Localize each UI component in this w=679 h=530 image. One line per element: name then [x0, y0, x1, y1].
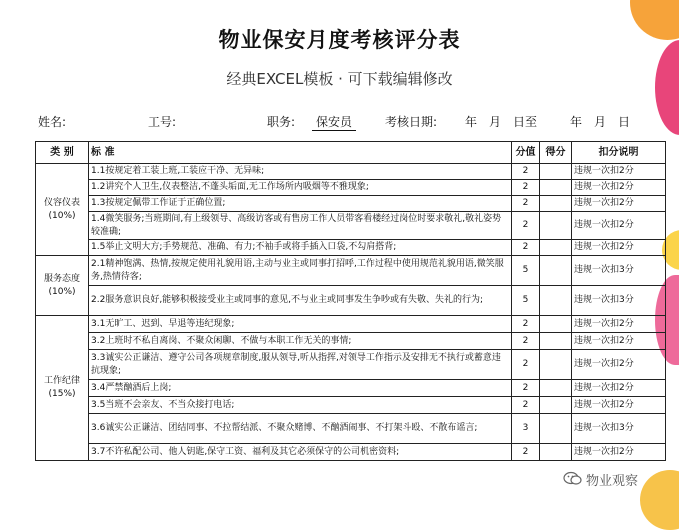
got-cell[interactable] [540, 240, 572, 256]
deduct-cell: 违规一次扣3分 [572, 286, 666, 316]
wechat-icon [563, 471, 583, 486]
got-cell[interactable] [540, 256, 572, 286]
standard-cell: 3.4严禁酗酒后上岗; [89, 380, 512, 397]
category-cell [36, 164, 89, 256]
header-standard: 标 准 [89, 142, 512, 164]
table-header-row [36, 142, 666, 164]
standard-cell: 1.5举止文明大方;手势规范、准确、有力;不袖手或将手插入口袋,不勾肩搭背; [89, 240, 512, 256]
standard-cell: 2.2服务意识良好,能够积极接受业主或同事的意见,不与业主或同事发生争吵或有失敬、失礼的行为; [89, 286, 512, 316]
category-name: 服务态度 [43, 273, 80, 284]
standard-cell: 3.1无旷工、迟到、早退等违纪现象; [89, 316, 512, 333]
deduct-cell: 违规一次扣2分 [572, 316, 666, 333]
got-cell[interactable] [540, 212, 572, 240]
got-cell[interactable] [540, 350, 572, 380]
category-name: 工作纪律 [43, 376, 80, 386]
table-row [36, 212, 666, 240]
score-cell: 2 [512, 196, 540, 212]
position-label: 职务: [267, 115, 296, 129]
standard-cell: 1.4微笑服务;当班期间,有上级领导、高级访客或有售房工作人员带客看楼经过岗位时要求敬礼,敬礼姿势较准确; [89, 212, 512, 240]
table-row [36, 180, 666, 196]
standard-cell: 1.2讲究个人卫生,仪表整洁,不蓬头垢面,无工作场所内吸烟等不雅现象; [89, 180, 512, 196]
deduct-cell: 违规一次扣2分 [572, 240, 666, 256]
category-weight: (10%) [48, 210, 76, 221]
table-row [36, 240, 666, 256]
deduct-cell: 违规一次扣2分 [572, 212, 666, 240]
got-cell[interactable] [540, 180, 572, 196]
score-cell: 5 [512, 286, 540, 316]
table-row [36, 286, 666, 316]
got-cell[interactable] [540, 196, 572, 212]
standard-cell: 2.1精神饱满、热情,按规定使用礼貌用语,主动与业主或同事打招呼,工作过程中使用规范礼貌用语,微笑服务,热情待客; [89, 256, 512, 286]
deduct-cell: 违规一次扣2分 [572, 333, 666, 350]
standard-cell: 3.2上班时不私自离岗、不聚众闲聊、不做与本职工作无关的事情; [89, 333, 512, 350]
score-cell: 2 [512, 164, 540, 180]
deduct-cell: 违规一次扣2分 [572, 164, 666, 180]
got-cell[interactable] [540, 397, 572, 414]
standard-cell: 3.6诚实公正谦洁、团结同事、不拉帮结派、不聚众赌博、不酗酒闹事、不打架斗殴、不散布谣言; [89, 414, 512, 444]
got-cell[interactable] [540, 333, 572, 350]
got-cell[interactable] [540, 164, 572, 180]
header-category: 类 别 [36, 142, 89, 164]
category-cell [36, 256, 89, 316]
name-label: 姓名: [38, 115, 67, 129]
table-row [36, 397, 666, 414]
category-name: 仪容仪表 [43, 197, 80, 208]
date-from: 年 月 日至 [465, 115, 538, 129]
deduct-cell: 违规一次扣2分 [572, 444, 666, 461]
deduct-cell: 违规一次扣3分 [572, 256, 666, 286]
table-row [36, 316, 666, 333]
position-value: 保安员 [312, 113, 356, 131]
assessment-table [35, 141, 666, 461]
score-cell: 3 [512, 414, 540, 444]
category-cell [36, 316, 89, 461]
deduct-cell: 违规一次扣2分 [572, 180, 666, 196]
score-cell: 5 [512, 256, 540, 286]
score-cell: 2 [512, 240, 540, 256]
standard-cell: 1.3按规定佩带工作证于正确位置; [89, 196, 512, 212]
score-cell: 2 [512, 380, 540, 397]
score-cell: 2 [512, 444, 540, 461]
standard-cell: 3.3诚实公正谦洁、遵守公司各项规章制度,服从领导,听从指挥,对领导工作指示及安排无不执行或蓄意违抗现象; [89, 350, 512, 380]
watermark-text: 物业观察 [586, 474, 639, 489]
date-label: 考核日期: [385, 115, 438, 129]
header-got: 得分 [540, 142, 572, 164]
score-cell: 2 [512, 316, 540, 333]
standard-cell: 1.1按规定着工装上班,工装应干净、无异味; [89, 164, 512, 180]
table-row [36, 444, 666, 461]
table-row [36, 333, 666, 350]
header-deduct: 扣分说明 [572, 142, 666, 164]
category-weight: (10%) [48, 286, 76, 297]
score-cell: 2 [512, 180, 540, 196]
header-score: 分值 [512, 142, 540, 164]
standard-cell: 3.7不许私配公司、他人钥匙,保守工资、福利及其它必须保守的公司机密资料; [89, 444, 512, 461]
score-cell: 2 [512, 350, 540, 380]
table-row [36, 164, 666, 180]
table-row [36, 414, 666, 444]
page-subtitle: 经典EXCEL模板 · 可下载编辑修改 [226, 70, 453, 88]
got-cell[interactable] [540, 286, 572, 316]
date-to: 年 月 日 [570, 115, 631, 129]
table-row [36, 380, 666, 397]
category-weight: (15%) [48, 389, 76, 399]
score-cell: 2 [512, 397, 540, 414]
table-row [36, 196, 666, 212]
got-cell[interactable] [540, 444, 572, 461]
score-cell: 2 [512, 212, 540, 240]
table-row [36, 256, 666, 286]
deduct-cell: 违规一次扣2分 [572, 380, 666, 397]
page-title: 物业保安月度考核评分表 [218, 28, 461, 52]
deduct-cell: 违规一次扣3分 [572, 414, 666, 444]
got-cell[interactable] [540, 380, 572, 397]
standard-cell: 3.5当班不会亲友、不当众接打电话; [89, 397, 512, 414]
table-row [36, 350, 666, 380]
id-label: 工号: [148, 115, 177, 129]
score-cell: 2 [512, 333, 540, 350]
decor-circle-yellow-bottom [640, 470, 679, 530]
deduct-cell: 违规一次扣2分 [572, 397, 666, 414]
deduct-cell: 违规一次扣2分 [572, 196, 666, 212]
got-cell[interactable] [540, 316, 572, 333]
got-cell[interactable] [540, 414, 572, 444]
deduct-cell: 违规一次扣2分 [572, 350, 666, 380]
